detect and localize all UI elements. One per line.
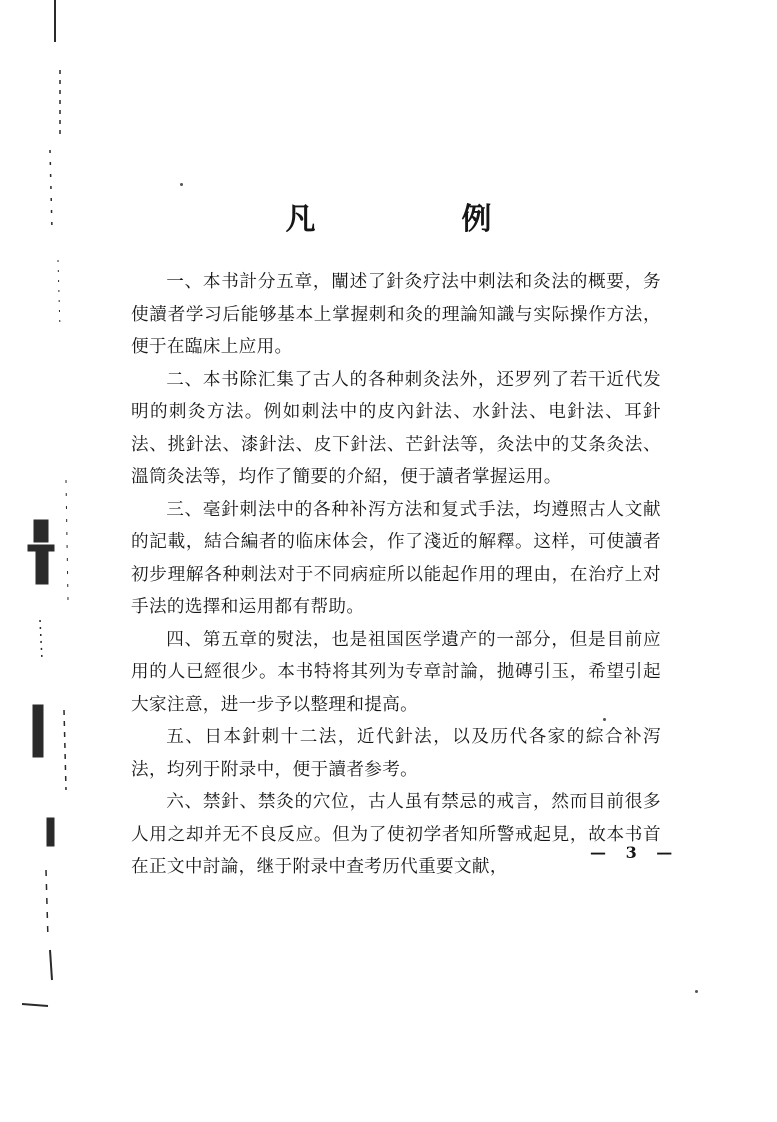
scan-speck [180,183,183,186]
paragraph-6: 六、禁針、禁灸的穴位，古人虽有禁忌的戒言，然而目前很多人用之却并无不良反应。但为了使初学者知所警戒起見，故本书首在正文中討論，继于附录中查考历代重要文献， [131,792,661,877]
scan-binding-artifact [0,0,90,1040]
scan-speck [695,990,698,993]
paragraph-1: 一、本书計分五章，闡述了針灸疗法中刺法和灸法的概要，务使讀者学习后能够基本上掌握刺和灸的理論知識与实际操作方法，便于在臨床上应用。 [131,272,661,357]
page-title: 凡 例 [285,202,550,237]
page-number: — 3 — [590,843,680,862]
body-text [131,266,661,884]
paragraph-3: 三、毫針刺法中的各种补泻方法和复式手法，均遵照古人文献的記載，結合編者的临床体会，作了淺近的解釋。这样，可使讀者初步理解各种刺法对于不同病症所以能起作用的理由，在治疗上对手法的选擇和运用都有帮助。 [131,499,661,617]
paragraph-5: 五、日本針刺十二法，近代針法，以及历代各家的綜合补泻法，均列于附录中，便于讀者参考。 [131,727,661,780]
paragraph-4: 四、第五章的熨法，也是祖国医学遺产的一部分，但是目前应用的人已經很少。本书特将其列为专章討論，拋磚引玉，希望引起大家注意，进一步予以整理和提高。 [131,629,661,715]
paragraph-2: 二、本书除汇集了古人的各种刺灸法外，还罗列了若干近代发明的刺灸方法。例如刺法中的皮內針法、水針法、电針法、耳針法、挑針法、漆針法、皮下針法、芒針法等，灸法中的艾条灸法、溫筒灸法等，均作了簡要的介紹，便于讀者掌握运用。 [131,369,661,487]
